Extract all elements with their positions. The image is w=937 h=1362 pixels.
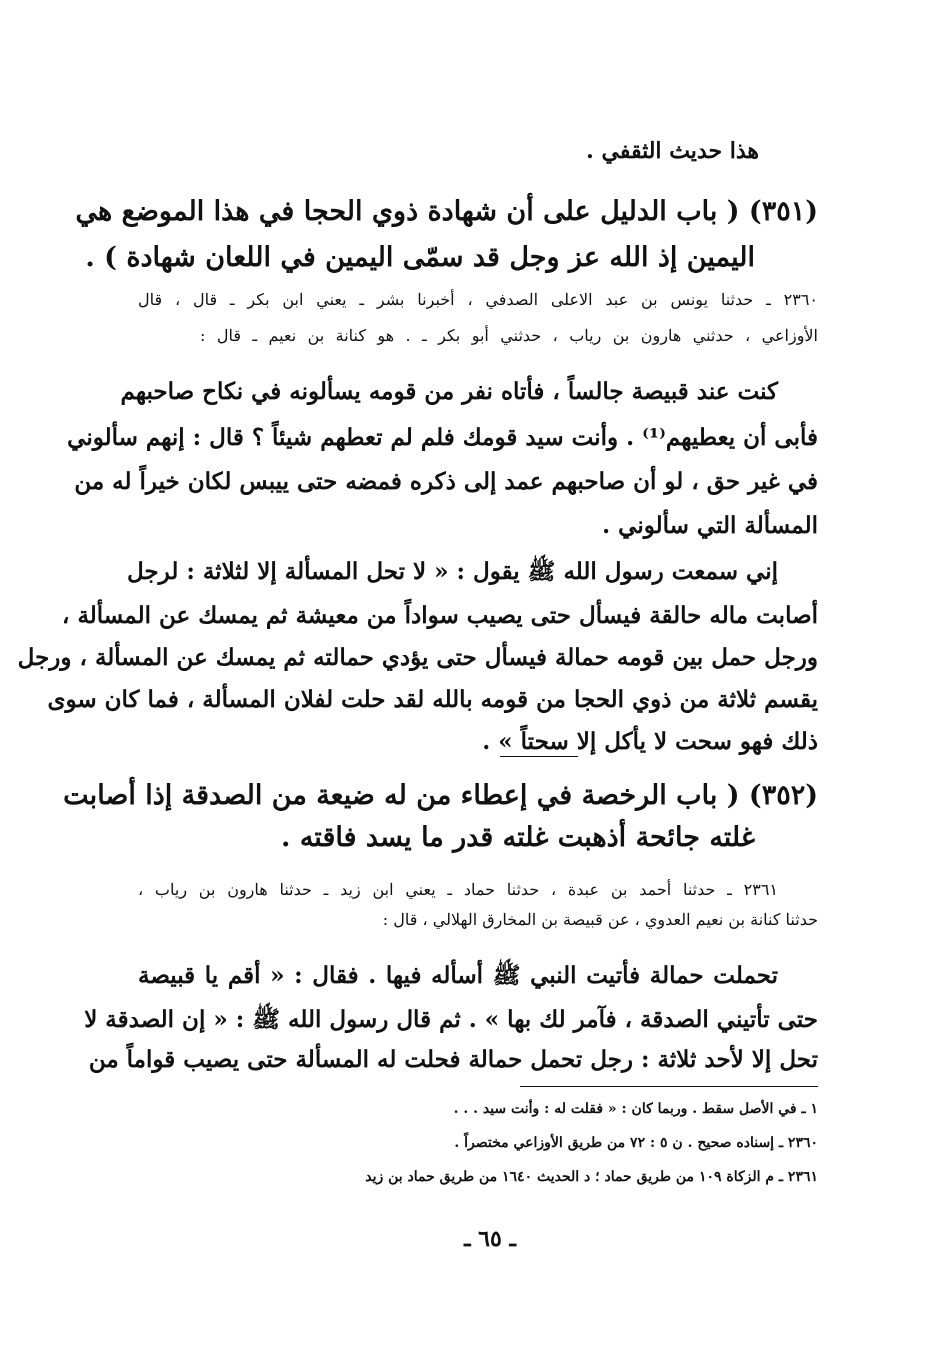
footnote-2361: ٢٣٦١ ـ م الزكاة ١٠٩ من طريق حماد ؛ د الحديث ١٦٤٠ من طريق حماد بن زيد <box>365 1169 818 1185</box>
text-2360-a-line-4: المسألة التي سألوني . <box>602 512 818 539</box>
text-2361-line-1: تحملت حمالة فأتيت النبي ﷺ أسأله فيها . فقال : « أقم يا قبيصة <box>138 962 778 989</box>
footnote-2360: ٢٣٦٠ ـ إسناده صحيح . ن ٥ : ٧٢ من طريق الأوزاعي مختصراً . <box>454 1135 818 1151</box>
isnad-2361-line-1: ٢٣٦١ ـ حدثنا أحمد بن عبدة ، حدثنا حماد ـ يعني ابن زيد ـ حدثنا هارون بن رياب ، <box>138 880 778 899</box>
text-2360-a-line-1: كنت عند قبيصة جالساً ، فأتاه نفر من قومه يسألونه في نكاح صاحبهم <box>120 378 778 405</box>
isnad-2360-line-1: ٢٣٦٠ ـ حدثنا يونس بن عبد الاعلى الصدفي ، أخبرنا بشر ـ يعني ابن بكر ـ قال ، قال <box>138 290 818 309</box>
page-number: ـ ٦٥ ـ <box>464 1226 516 1252</box>
text-2360-b-line-1: إني سمعت رسول الله ﷺ يقول : « لا تحل المسألة إلا لثلاثة : لرجل <box>127 558 778 585</box>
text-2361-line-2: حتى تأتيني الصدقة ، فآمر لك بها » . ثم قال رسول الله ﷺ : « إن الصدقة لا <box>84 1006 818 1033</box>
footnote-1: ١ ـ في الأصل سقط . وربما كان : « فقلت له : وأنت سيد . . . <box>453 1101 818 1117</box>
section-352-heading-line-1: (٣٥٢) ( باب الرخصة في إعطاء من له ضيعة من الصدقة إذا أصابت <box>63 780 818 811</box>
text-2360-b-line-5: ذلك فهو سحت لا يأكل إلا سحتاً » . <box>482 728 818 755</box>
text-2361-line-3: تحل إلا لأحد ثلاثة : رجل تحمل حمالة فحلت له المسألة حتى يصيب قواماً من <box>88 1046 818 1073</box>
text-2360-a-line-2: فأبى أن يعطيهم⁽¹⁾ . وأنت سيد قومك فلم لم تعطهم شيئاً ؟ قال : إنهم سألوني <box>67 424 818 451</box>
text-2360-b-line-4: يقسم ثلاثة من ذوي الحجا من قومه بالله لقد حلت لفلان المسألة ، فما كان سوى <box>47 686 818 713</box>
text-2360-b-line-2: أصابت ماله حالقة فيسأل حتى يصيب سواداً من معيشة ثم يمسك عن المسألة ، <box>62 602 818 629</box>
section-351-heading-line-2: اليمين إذ الله عز وجل قد سمّى اليمين في اللعان شهادة ) . <box>85 242 755 273</box>
text-2360-b-line-3: ورجل حمل بين قومه حمالة فيسأل حتى يؤدي حمالته ثم يمسك عن المسألة ، ورجل <box>17 644 818 671</box>
section-352-heading-line-2: غلته جائحة أذهبت غلته قدر ما يسد فاقته . <box>281 822 755 853</box>
section-351-heading-line-1: (٣٥١) ( باب الدليل على أن شهادة ذوي الحجا في هذا الموضع هي <box>75 196 818 227</box>
underline-rule <box>500 756 578 757</box>
isnad-2360-line-2: الأوزاعي ، حدثني هارون بن رياب ، حدثني أبو بكر ـ . هو كنانة بن نعيم ـ قال : <box>200 326 818 345</box>
intro-line: هذا حديث الثقفي . <box>586 138 759 164</box>
isnad-2361-line-2: حدثنا كنانة بن نعيم العدوي ، عن قبيصة بن المخارق الهلالي ، قال : <box>382 910 818 929</box>
footnote-separator <box>520 1086 818 1087</box>
text-2360-a-line-3: في غير حق ، لو أن صاحبهم عمد إلى ذكره فمضه حتى ييبس لكان خيراً له من <box>74 468 818 495</box>
